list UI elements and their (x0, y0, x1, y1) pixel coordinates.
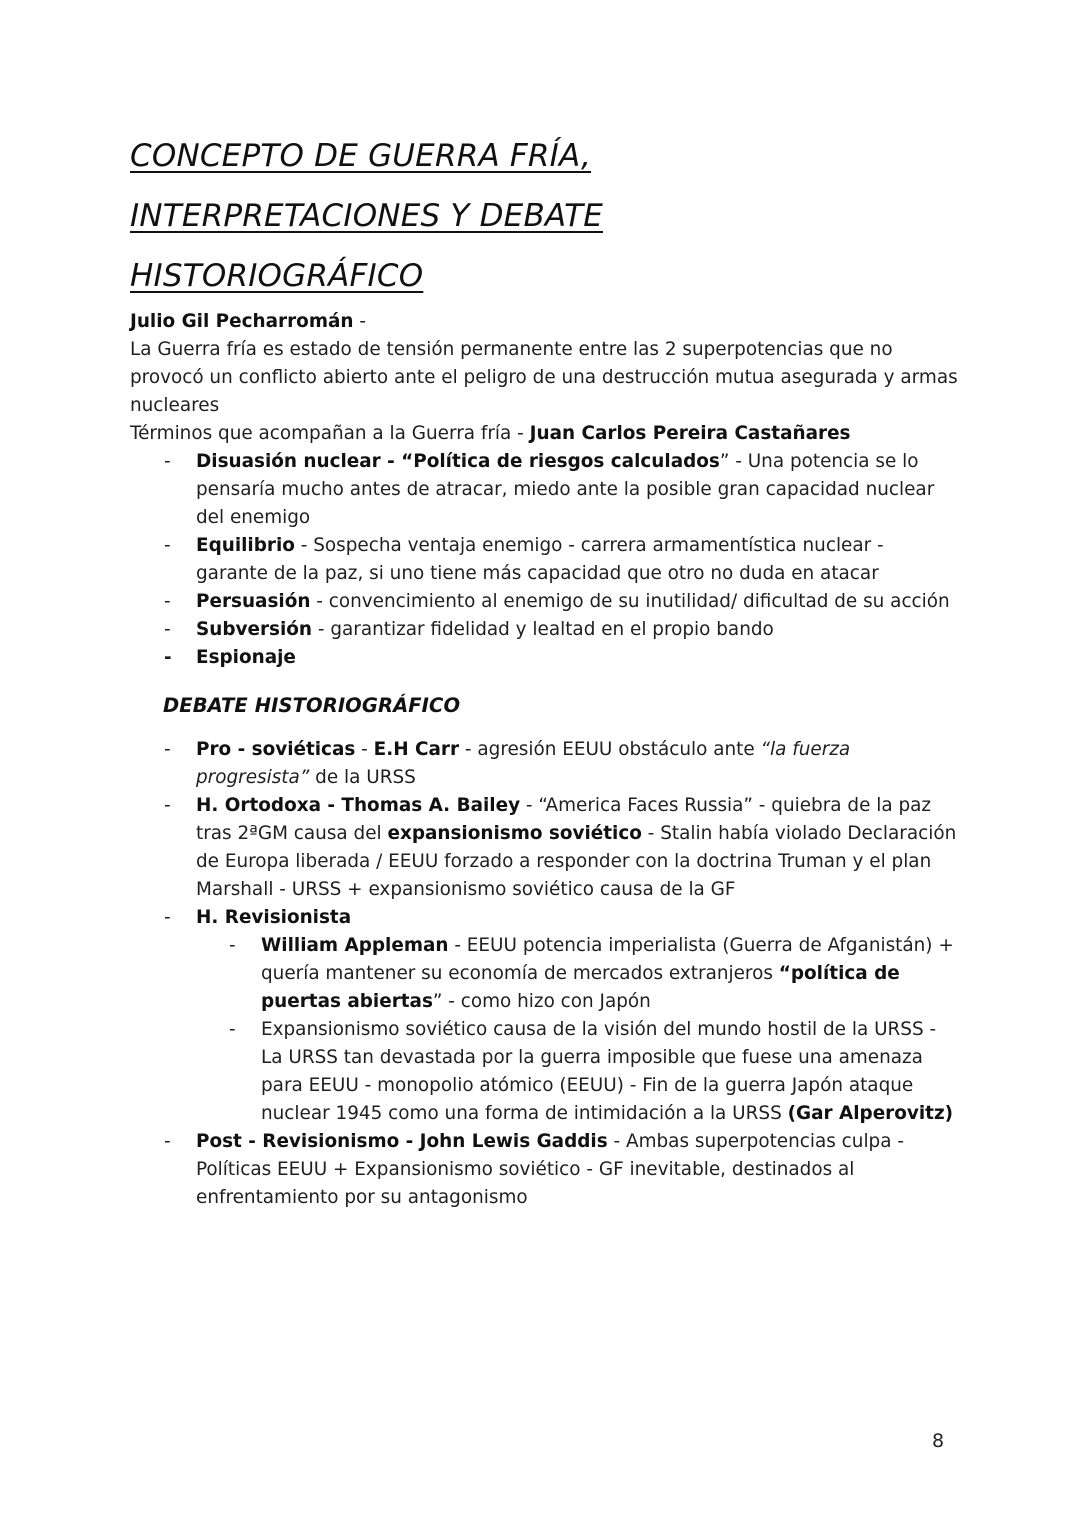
debate-heading: DEBATE HISTORIOGRÁFICO (163, 694, 461, 717)
list-item (261, 1016, 960, 1128)
list-item (196, 532, 960, 588)
term-desc: ” - Una potencia se lo pensaría mucho antes de atracar, miedo ante la posible gran capacidad nuclear del enemigo (196, 451, 935, 528)
terms-label: Términos que acompañan a la Guerra fría - (130, 423, 530, 444)
debate-item-pro-sovieticas (196, 736, 960, 792)
debate-label: Pro - soviéticas (196, 739, 356, 760)
debate-item-revisionista (196, 904, 960, 1128)
debate-author: E.H Carr (373, 739, 460, 760)
debate-text-tail: de la URSS (309, 767, 416, 788)
debate-label: H. Revisionista (196, 907, 352, 928)
debate-list (130, 736, 960, 1212)
debate-text: - “America Faces Russia” - quiebra de la paz tras 2ªGM causa del (196, 795, 932, 844)
sub-emphasis: “política de puertas abiertas (261, 963, 900, 1012)
list-item (261, 932, 960, 1016)
term-label: Equilibrio (196, 535, 295, 556)
sub-text-tail: ” - como hizo con Japón (432, 991, 651, 1012)
page-title (130, 126, 603, 306)
title-line-3: HISTORIOGRÁFICO (130, 258, 424, 294)
debate-text: - agresión EEUU obstáculo ante (459, 739, 761, 760)
terms-list (130, 448, 960, 672)
debate-text-tail: - Stalin había violado Declaración de Europa liberada / EEUU forzado a responder con la doctrina Truman y el plan Marshall - URSS + expansionismo soviético causa de la GF (196, 823, 957, 900)
list-item (196, 448, 960, 532)
debate-text: - Ambas superpotencias culpa - Políticas EEUU + Expansionismo soviético - GF inevitable, destinados al enfrentamiento por su antagonismo (196, 1131, 904, 1208)
document-body (130, 308, 960, 1212)
sub-text: - EEUU potencia imperialista (Guerra de Afganistán) + quería mantener su economía de mercados extranjeros (261, 935, 954, 984)
debate-quote: “la fuerza progresista” (196, 739, 851, 788)
term-label: Persuasión (196, 591, 311, 612)
intro-definition: La Guerra fría es estado de tensión permanente entre las 2 superpotencias que no provocó un conflicto abierto ante el peligro de una destrucción mutua asegurada y armas nucleares (130, 339, 958, 416)
title-line-2: INTERPRETACIONES Y DEBATE (130, 198, 603, 234)
intro-author-sep: - (353, 311, 366, 332)
separator: - (355, 739, 374, 760)
term-desc: - convencimiento al enemigo de su inutilidad/ dificultad de su acción (310, 591, 950, 612)
terms-intro-line (130, 420, 960, 448)
term-desc: - Sospecha ventaja enemigo - carrera armamentística nuclear - garante de la paz, si uno tiene más capacidad que otro no duda en atacar (196, 535, 884, 584)
intro-author-line (130, 308, 960, 336)
sub-author: (Gar Alperovitz) (787, 1103, 954, 1124)
title-line-1: CONCEPTO DE GUERRA FRÍA, (130, 138, 592, 174)
intro-author: Julio Gil Pecharromán (130, 311, 354, 332)
list-item (196, 588, 960, 616)
page-number: 8 (932, 1430, 945, 1452)
debate-item-post-revisionismo (196, 1128, 960, 1212)
sub-text: Expansionismo soviético causa de la visión del mundo hostil de la URSS - La URSS tan devastada por la guerra imposible que fuese una amenaza para EEUU - monopolio atómico (EEUU) - Fin de la guerra Japón ataque nuclear 1945 como una forma de intimidación a la URSS (261, 1019, 937, 1124)
term-desc: - garantizar fidelidad y lealtad en el propio bando (312, 619, 774, 640)
term-label: Subversión (196, 619, 313, 640)
list-item (196, 616, 960, 644)
term-label: Disuasión nuclear - “Política de riesgos calculados (196, 451, 720, 472)
revisionista-sublist (196, 932, 960, 1128)
list-item (196, 644, 960, 672)
terms-author: Juan Carlos Pereira Castañares (529, 423, 851, 444)
debate-item-ortodoxa (196, 792, 960, 904)
sub-author: William Appleman (261, 935, 449, 956)
debate-label: Post - Revisionismo - John Lewis Gaddis (196, 1131, 608, 1152)
debate-emphasis: expansionismo soviético (387, 823, 642, 844)
debate-label: H. Ortodoxa - Thomas A. Bailey (196, 795, 521, 816)
term-label: Espionaje (196, 647, 296, 668)
